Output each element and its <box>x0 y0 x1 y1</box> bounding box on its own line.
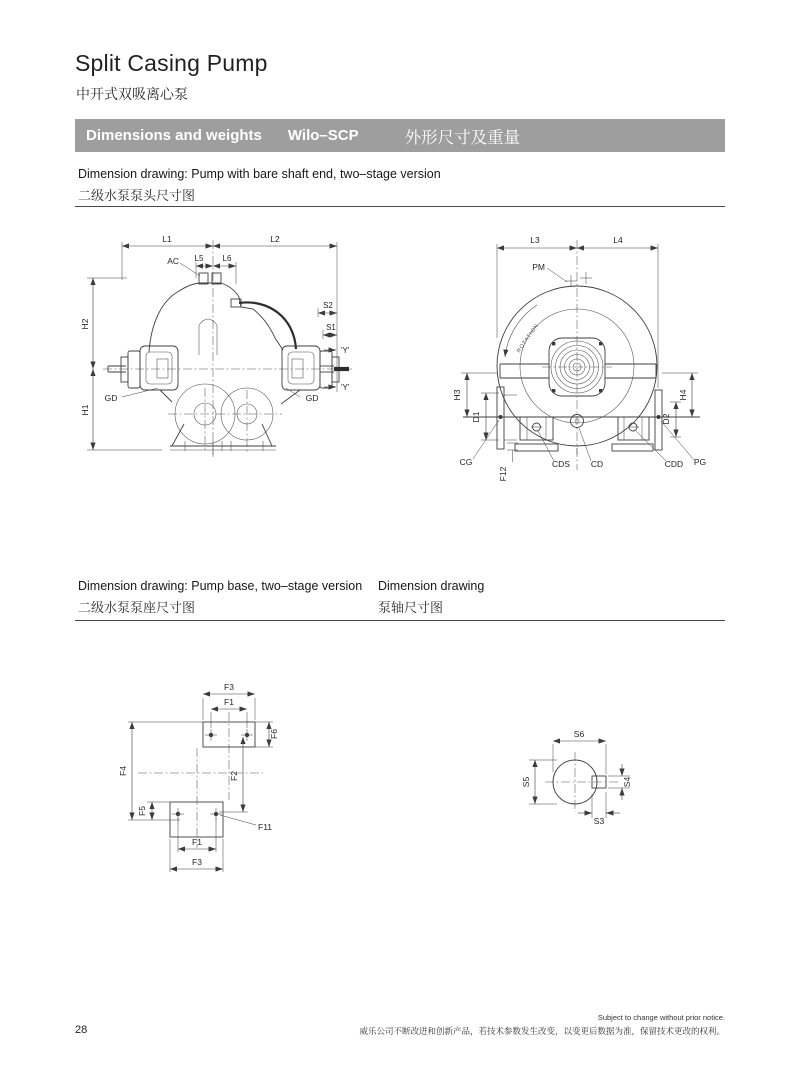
dim-label-l4: L4 <box>613 235 623 245</box>
dim-label-pg: PG <box>693 457 707 467</box>
dim-label-s3: S3 <box>593 816 605 826</box>
dim-label-pm: PM <box>532 262 545 272</box>
dim-label-s4: S4 <box>622 776 632 788</box>
section2-title-zh: 二级水泵泵座尺寸图 <box>78 600 196 615</box>
dim-label-h4: H4 <box>678 389 688 401</box>
end-view-dimensions <box>461 244 698 462</box>
dim-label-l1: L1 <box>162 234 172 244</box>
dim-label-f4: F4 <box>118 766 128 776</box>
drawing-shaft-section <box>505 715 650 837</box>
dim-label-f1-top: F1 <box>224 697 234 707</box>
dim-label-s2: S2 <box>323 301 333 310</box>
dim-label-l6: L6 <box>222 254 232 263</box>
dim-label-s6: S6 <box>573 729 585 739</box>
dim-label-s5: S5 <box>521 776 531 788</box>
footer-notice-zh: 威乐公司不断改进和创新产品，若技术参数发生改变，以变更后数据为准，保留技术更改的权利。 <box>359 1026 725 1036</box>
end-view-labels <box>452 235 706 481</box>
drawing-pump-side-view <box>80 228 362 480</box>
dim-label-y-top: 'Y' <box>341 346 350 355</box>
dim-label-f5: F5 <box>137 806 147 816</box>
end-view-centerlines <box>542 240 612 470</box>
drawing-pump-end-view <box>450 228 712 484</box>
rotation-label: ROTATION <box>515 322 541 355</box>
dim-label-f3-bottom: F3 <box>192 857 202 867</box>
dim-label-l3: L3 <box>530 235 540 245</box>
dim-label-f1-bottom: F1 <box>192 837 202 847</box>
header-bar-label-en: Dimensions and weights <box>86 127 262 144</box>
side-view-labels <box>80 234 350 415</box>
section2-title-en: Dimension drawing: Pump base, two–stage version <box>78 579 363 593</box>
dim-label-l2: L2 <box>270 234 280 244</box>
pump-end-outline <box>463 272 700 455</box>
section1-title-zh: 二级水泵泵头尺寸图 <box>78 188 196 203</box>
dim-label-cdd: CDD <box>664 459 684 469</box>
shaft-dimensions <box>529 741 630 818</box>
dim-label-f6: F6 <box>269 729 279 739</box>
dim-label-h2: H2 <box>80 318 90 330</box>
base-outline <box>170 722 255 837</box>
footer-notice-en: Subject to change without prior notice. <box>597 1013 725 1022</box>
dim-label-f3-top: F3 <box>224 682 234 692</box>
dim-label-ac: AC <box>167 256 179 266</box>
dim-label-f11: F11 <box>258 822 273 832</box>
dim-label-cg: CG <box>459 457 473 467</box>
header-bar-label-zh: 外形尺寸及重量 <box>404 128 521 147</box>
dim-label-f12: F12 <box>498 466 508 482</box>
section1-title-en: Dimension drawing: Pump with bare shaft end, two–stage version <box>78 167 441 181</box>
dim-label-h3: H3 <box>452 389 462 401</box>
dim-label-y-bottom: 'Y' <box>341 383 350 392</box>
shaft-labels <box>521 729 632 826</box>
dim-label-s1: S1 <box>326 323 336 332</box>
drawing-pump-base <box>110 668 334 886</box>
header-bar-model: Wilo–SCP <box>287 127 359 144</box>
page-title-zh: 中开式双吸离心泵 <box>76 86 188 102</box>
dim-label-d1: D1 <box>471 411 481 423</box>
section3-title-en: Dimension drawing <box>378 579 485 593</box>
section3-title-zh: 泵轴尺寸图 <box>378 600 444 615</box>
page-number: 28 <box>75 1024 88 1036</box>
divider-rule-1 <box>75 206 725 207</box>
dim-label-d2: D2 <box>661 413 671 425</box>
dim-label-gd-left: GD <box>104 393 118 403</box>
dim-label-gd-right: GD <box>305 393 319 403</box>
dim-label-cds: CDS <box>552 459 570 469</box>
dim-label-cd: CD <box>590 459 604 469</box>
dim-label-f2: F2 <box>229 771 239 781</box>
divider-rule-2 <box>75 620 725 621</box>
pump-side-outline <box>108 273 349 455</box>
dim-label-l5: L5 <box>194 254 204 263</box>
base-centerlines <box>138 712 263 848</box>
section-header-bar <box>75 119 725 152</box>
dim-label-h1: H1 <box>80 404 90 416</box>
page-title: Split Casing Pump <box>75 50 268 76</box>
